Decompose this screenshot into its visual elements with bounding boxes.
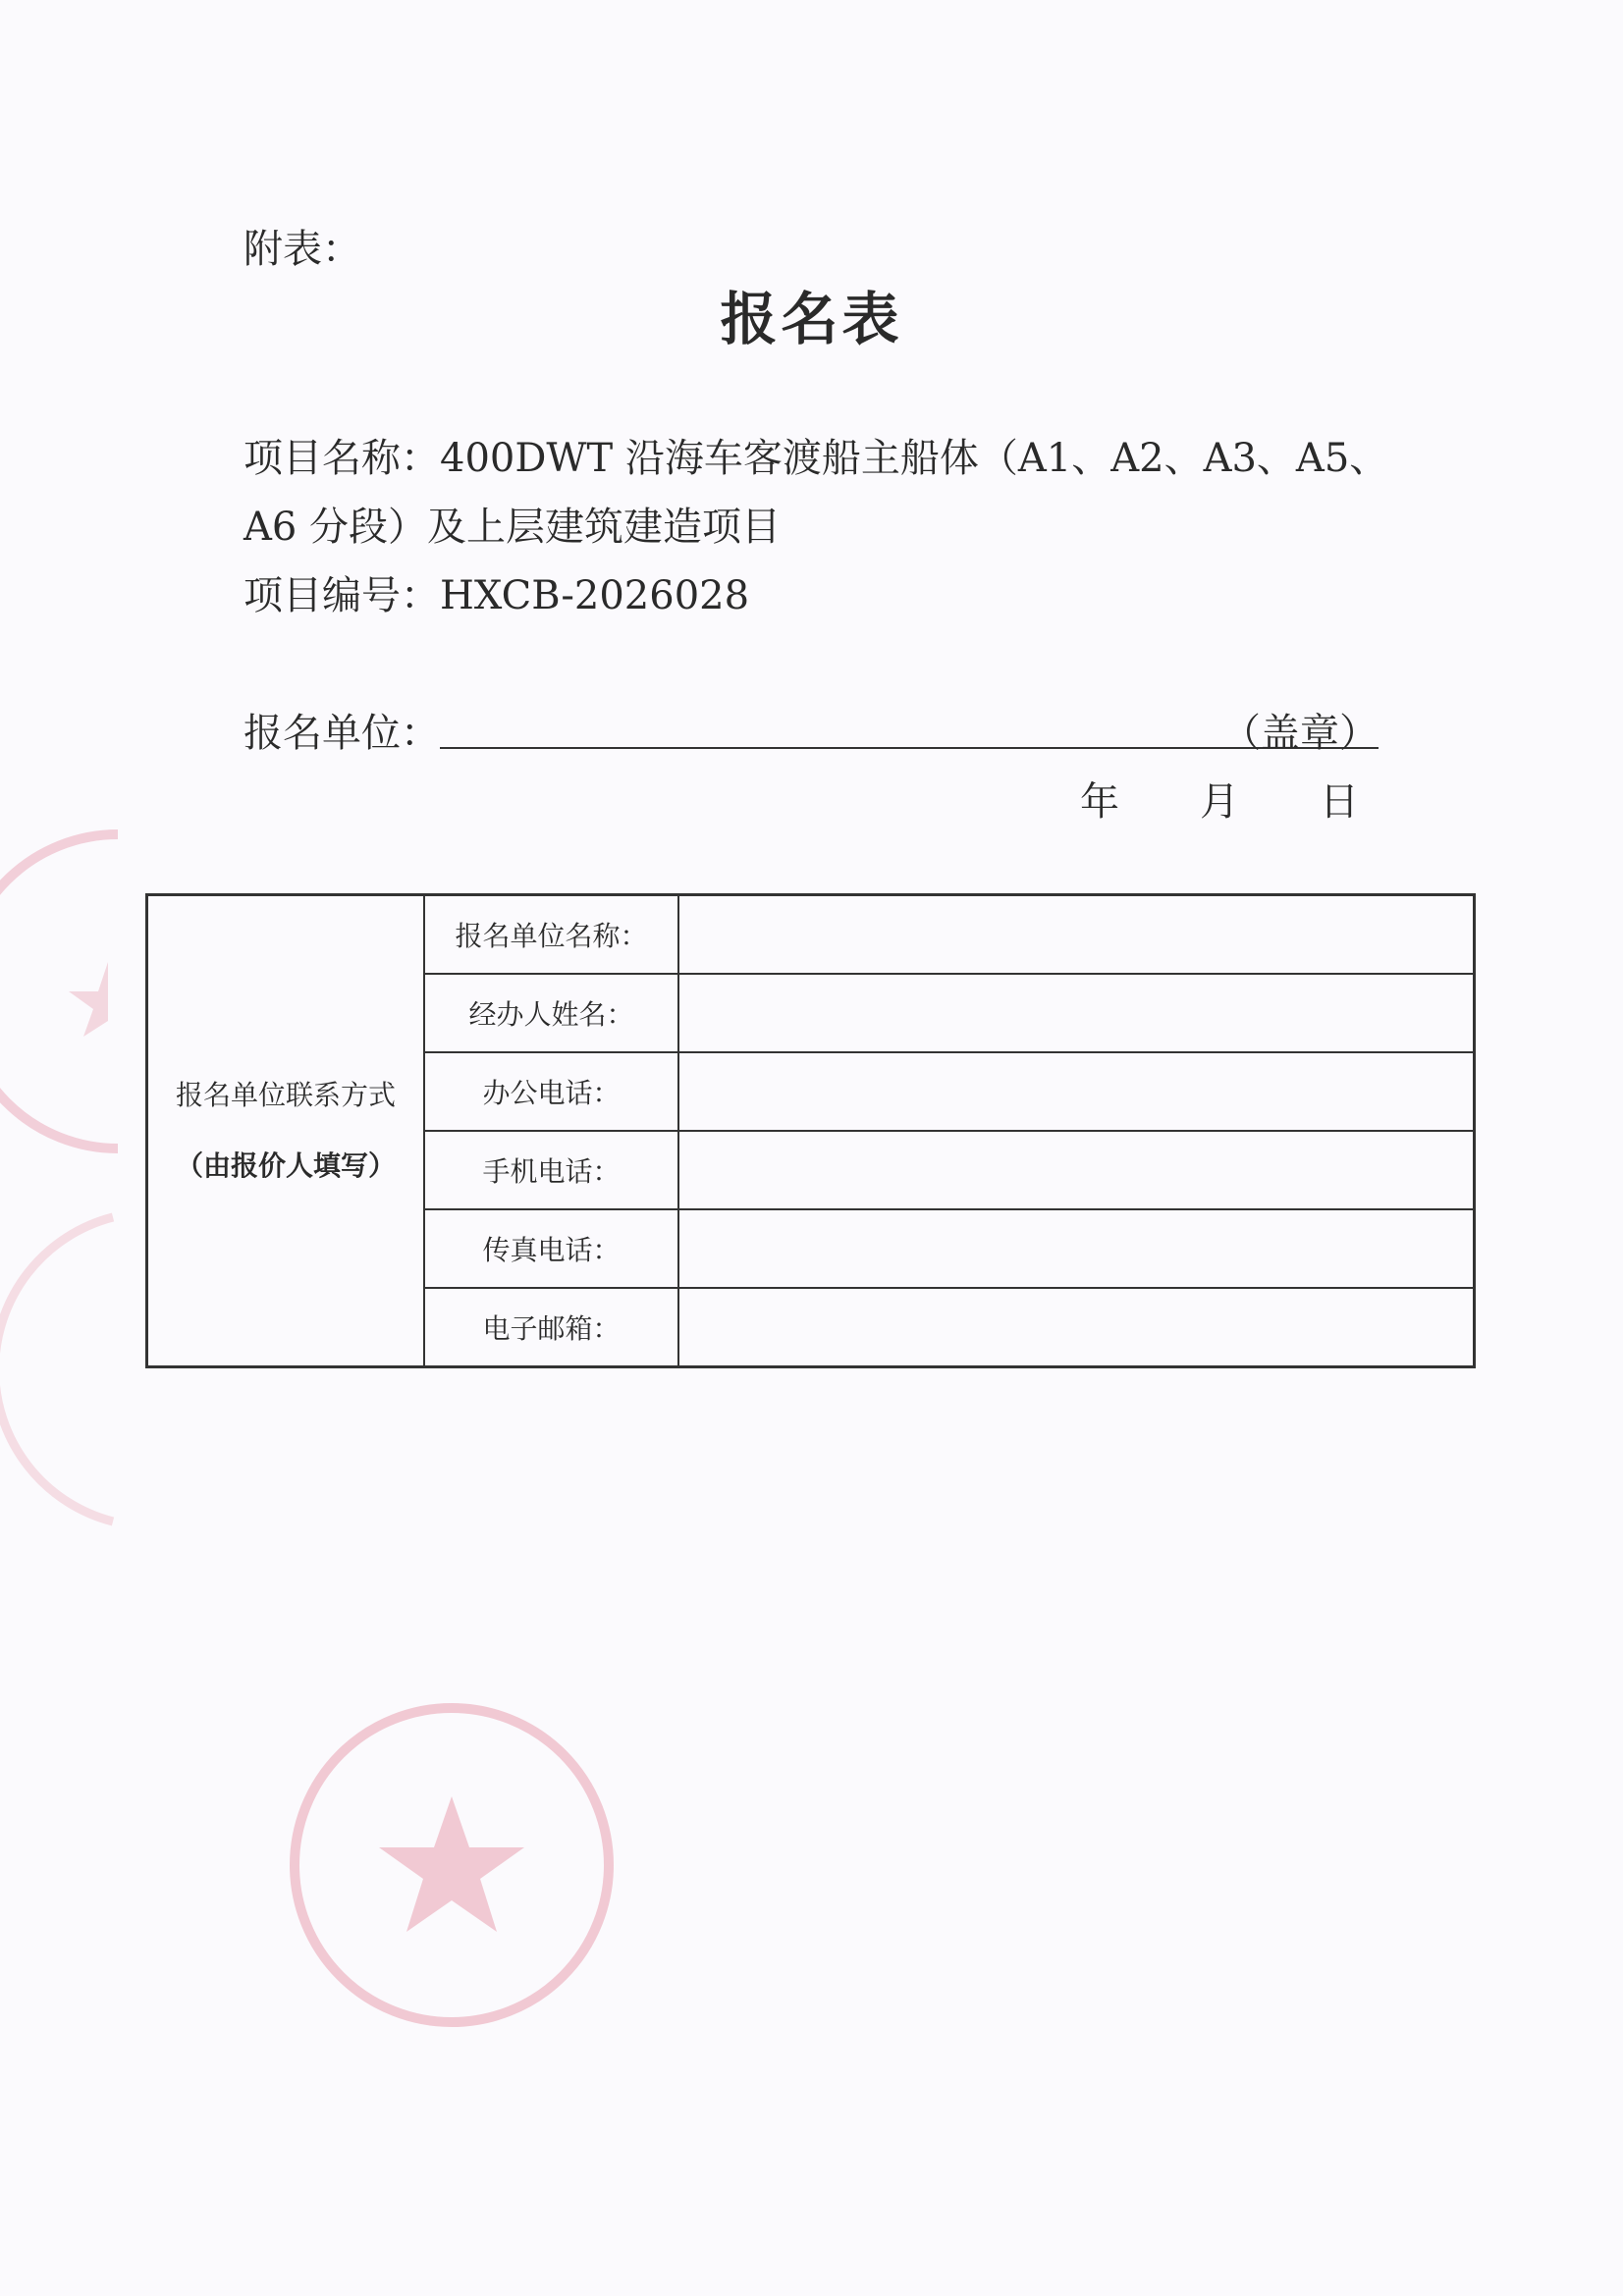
date-line <box>1080 771 1359 827</box>
date-year: 年 <box>1080 779 1119 825</box>
official-seal-stamp-edge-2 <box>0 1207 118 1531</box>
form-title: 报名表 <box>720 286 903 352</box>
official-seal-stamp-edge <box>0 825 128 1158</box>
official-seal-stamp <box>275 1688 628 2042</box>
field-label: 报名单位名称： <box>424 895 678 975</box>
table-row <box>147 895 1475 975</box>
project-number: 项目编号：HXCB-2026028 <box>243 573 750 618</box>
field-label: 传真电话： <box>424 1209 678 1288</box>
project-name-line-1: 项目名称：400DWT 沿海车客渡船主船体（A1、A2、A3、A5、 <box>243 436 1389 481</box>
field-label: 办公电话： <box>424 1052 678 1131</box>
handler-name-field[interactable] <box>678 974 1475 1052</box>
mobile-phone-field[interactable] <box>678 1131 1475 1209</box>
contact-table <box>145 893 1476 1368</box>
field-label: 电子邮箱： <box>424 1288 678 1367</box>
project-name-line-2: A6 分段）及上层建筑建造项目 <box>243 505 782 550</box>
registration-unit-label: 报名单位： <box>243 711 440 756</box>
contact-group-note: （由报价人填写） <box>175 1149 396 1182</box>
contact-group-label: 报名单位联系方式 <box>175 1079 396 1111</box>
appendix-label: 附表： <box>243 227 361 272</box>
date-day: 日 <box>1320 779 1359 825</box>
fax-field[interactable] <box>678 1209 1475 1288</box>
email-field[interactable] <box>678 1288 1475 1367</box>
date-month: 月 <box>1200 779 1239 825</box>
field-label: 手机电话： <box>424 1131 678 1209</box>
office-phone-field[interactable] <box>678 1052 1475 1131</box>
field-label: 经办人姓名： <box>424 974 678 1052</box>
contact-group-cell <box>147 895 425 1367</box>
registration-unit-row <box>243 702 1379 756</box>
unit-name-field[interactable] <box>678 895 1475 975</box>
seal-note: （盖章） <box>1221 711 1379 756</box>
